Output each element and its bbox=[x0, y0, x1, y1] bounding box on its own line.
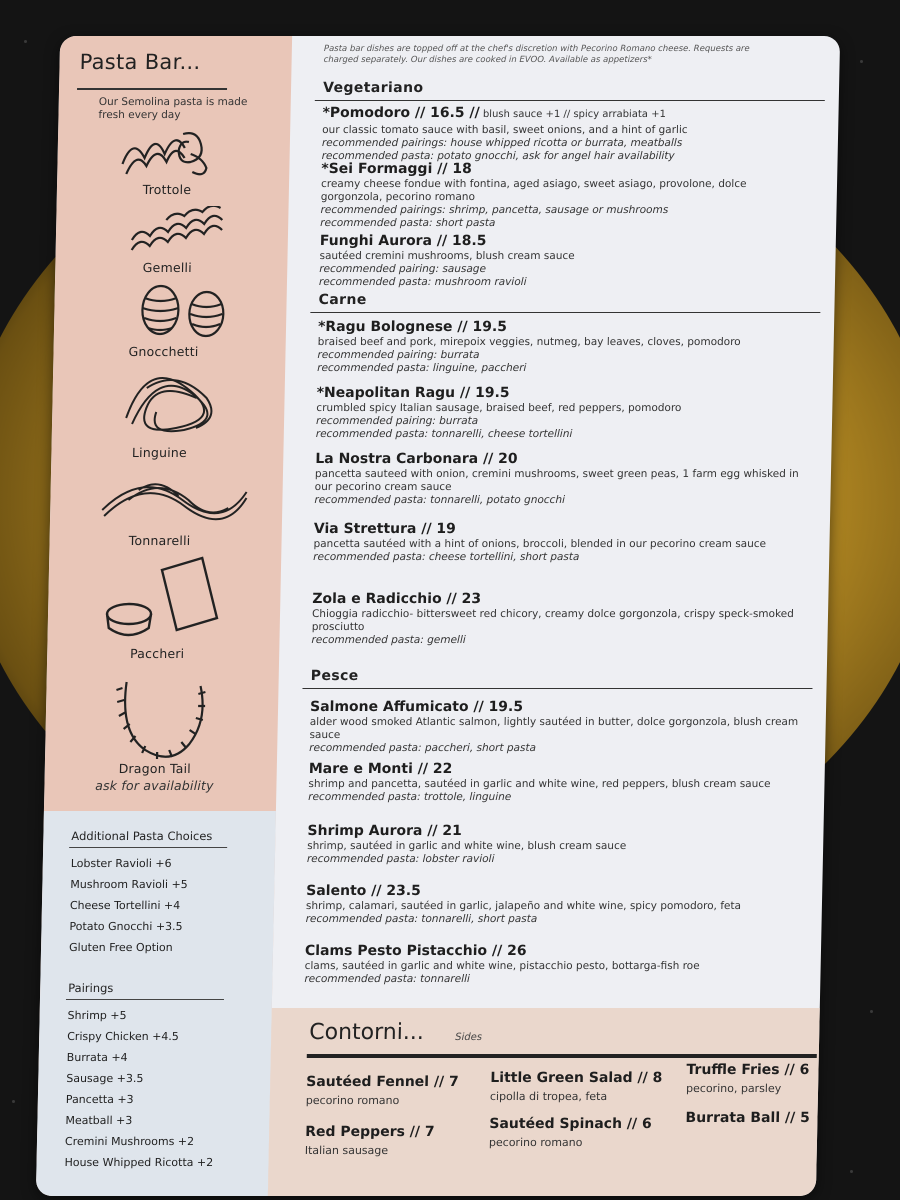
dish-item bbox=[321, 104, 812, 163]
extras-panel bbox=[36, 811, 276, 1196]
dish-recommendation: recommended pairing: burrata recommended pasta: linguine, paccheri bbox=[317, 349, 527, 374]
dish-description: creamy cheese fondue with fontina, aged asiago, sweet asiago, provolone, dolce gorgonzola, pecorino romano bbox=[320, 178, 747, 203]
additional-pasta-item: Mushroom Ravioli +5 bbox=[70, 878, 188, 891]
dish-recommendation: recommended pasta: tonnarelli bbox=[304, 973, 471, 985]
dish-recommendation: recommended pairings: house whipped ricotta or burrata, meatballs recommended pasta: potato gnocchi, ask for angel hair availability bbox=[321, 137, 683, 162]
dish-description: clams, sautéed in garlic and white wine, pistacchio pesto, bottarga-fish roe bbox=[304, 960, 700, 972]
dish-title: Shrimp Aurora // 21 bbox=[307, 823, 463, 839]
dish-recommendation: recommended pairings: shrimp, pancetta, sausage or mushrooms recommended pasta: short pasta bbox=[320, 204, 669, 229]
brand-divider bbox=[77, 88, 227, 90]
pairing-item: Shrimp +5 bbox=[67, 1009, 127, 1022]
dish-item bbox=[320, 160, 811, 230]
dish-description: shrimp, calamari, sautéed in garlic, jalapeño and white wine, spicy pomodoro, feta bbox=[305, 900, 742, 912]
pasta-name: Gemelli bbox=[142, 260, 192, 275]
section-vegetariano: Vegetariano bbox=[322, 80, 424, 96]
gnocchetti-pasta-icon bbox=[132, 284, 233, 340]
dish-description: shrimp and pancetta, sautéed in garlic and white wine, red peppers, blush cream sauce bbox=[308, 778, 771, 790]
dish-item bbox=[319, 232, 810, 289]
additional-pasta-heading: Additional Pasta Choices bbox=[71, 829, 213, 843]
dish-title: Salento // 23.5 bbox=[306, 883, 422, 899]
dish-recommendation: recommended pasta: paccheri, short pasta bbox=[309, 742, 537, 754]
pairing-item: House Whipped Ricotta +2 bbox=[64, 1156, 214, 1169]
side-dish-description: Italian sausage bbox=[304, 1144, 389, 1157]
side-dish-name: Truffle Fries // 6 bbox=[686, 1062, 810, 1078]
dish-title: *Ragu Bolognese // 19.5 bbox=[317, 319, 508, 335]
dragon-tail-pasta-icon bbox=[111, 676, 213, 760]
dish-title: *Neapolitan Ragu // 19.5 bbox=[316, 385, 510, 401]
dish-item bbox=[309, 698, 800, 755]
pasta-name: Dragon Tail bbox=[118, 761, 192, 776]
dish-recommendation: recommended pasta: gemelli bbox=[311, 634, 466, 646]
dish-title: *Sei Formaggi // 18 bbox=[321, 161, 472, 177]
pasta-name: Gnocchetti bbox=[128, 344, 199, 359]
side-dish-name: Red Peppers // 7 bbox=[305, 1124, 435, 1140]
section-divider bbox=[302, 688, 812, 689]
section-divider bbox=[310, 312, 820, 313]
pasta-name: Tonnarelli bbox=[128, 533, 191, 548]
section-pesce: Pesce bbox=[310, 668, 359, 684]
countertop-speck bbox=[860, 60, 863, 63]
dish-title: Via Strettura // 19 bbox=[313, 521, 457, 537]
dish-recommendation: recommended pasta: tonnarelli, potato gnocchi bbox=[314, 494, 566, 506]
side-dish-name: Sautéed Fennel // 7 bbox=[306, 1074, 459, 1090]
dish-description: sautéed cremini mushrooms, blush cream sauce bbox=[319, 250, 575, 262]
brand-title: Pasta Bar... bbox=[79, 50, 201, 74]
side-dish-description: pecorino romano bbox=[488, 1136, 583, 1149]
dish-recommendation: recommended pasta: tonnarelli, short pasta bbox=[305, 913, 538, 925]
contorni-section bbox=[268, 1008, 832, 1196]
side-dish-item bbox=[305, 1124, 435, 1157]
side-dish-item bbox=[489, 1116, 652, 1149]
pasta-name: Trottole bbox=[142, 182, 192, 197]
dish-item bbox=[306, 882, 797, 926]
pairing-item: Meatball +3 bbox=[65, 1114, 133, 1127]
pasta-name: Linguine bbox=[131, 445, 188, 460]
dish-item bbox=[311, 590, 802, 647]
side-dish-description: cipolla di tropea, feta bbox=[489, 1090, 608, 1103]
pairings-heading: Pairings bbox=[68, 981, 114, 995]
trottole-pasta-icon bbox=[112, 124, 223, 180]
dish-description: pancetta sauteed with onion, cremini mushrooms, sweet green peas, 1 farm egg whisked in our pecorino cream sauce bbox=[314, 468, 799, 493]
dish-recommendation: recommended pairing: sausage recommended pasta: mushroom ravioli bbox=[318, 263, 527, 288]
countertop-speck bbox=[870, 1010, 873, 1013]
additional-pasta-list bbox=[69, 853, 189, 958]
side-dish-item bbox=[686, 1062, 809, 1095]
countertop-speck bbox=[850, 1170, 853, 1173]
dish-title: Salmone Affumicato // 19.5 bbox=[309, 699, 524, 715]
pairing-item: Crispy Chicken +4.5 bbox=[67, 1030, 179, 1043]
menu-note: Pasta bar dishes are topped off at the chef's discretion with Pecorino Romano cheese. Requests are charged separately. Our dishes are cooked in EVOO. Available as appetizers* bbox=[323, 44, 750, 65]
gemelli-pasta-icon bbox=[126, 206, 237, 256]
additional-pasta-item: Lobster Ravioli +6 bbox=[70, 857, 172, 870]
dish-description: our classic tomato sauce with basil, sweet onions, and a hint of garlic bbox=[322, 124, 688, 136]
contorni-subtitle: Sides bbox=[455, 1032, 483, 1043]
dish-description: Chioggia radicchio- bittersweet red chicory, creamy dolce gorgonzola, crispy speck-smoked prosciutto bbox=[311, 608, 794, 633]
dish-title: Mare e Monti // 22 bbox=[308, 761, 453, 777]
dish-recommendation: recommended pasta: cheese tortellini, short pasta bbox=[313, 551, 580, 563]
pairing-item: Sausage +3.5 bbox=[66, 1072, 144, 1085]
side-dish-description: pecorino, parsley bbox=[685, 1082, 782, 1095]
side-dish-item bbox=[685, 1110, 810, 1126]
dish-item bbox=[304, 942, 795, 986]
countertop-speck bbox=[24, 40, 27, 43]
linguine-pasta-icon bbox=[116, 368, 238, 440]
dish-item bbox=[313, 520, 804, 564]
dish-title: Clams Pesto Pistacchio // 26 bbox=[304, 943, 527, 959]
dish-title: Funghi Aurora // 18.5 bbox=[319, 233, 487, 249]
paccheri-pasta-icon bbox=[102, 556, 224, 642]
pasta-availability-note: ask for availability bbox=[95, 778, 214, 793]
dish-item bbox=[314, 450, 805, 507]
side-dish-description: pecorino romano bbox=[305, 1094, 400, 1107]
dish-item bbox=[308, 760, 799, 804]
pairing-item: Cremini Mushrooms +2 bbox=[64, 1135, 195, 1148]
pairing-item: Burrata +4 bbox=[66, 1051, 128, 1064]
additional-pasta-item: Potato Gnocchi +3.5 bbox=[69, 920, 183, 933]
section-carne: Carne bbox=[318, 292, 367, 308]
dish-description: alder wood smoked Atlantic salmon, lightly sautéed in butter, dolce gorgonzola, blush cream sauce bbox=[309, 716, 799, 741]
side-dish-name: Sautéed Spinach // 6 bbox=[489, 1116, 652, 1132]
side-dish-item bbox=[306, 1074, 459, 1107]
side-dish-name: Burrata Ball // 5 bbox=[685, 1110, 810, 1126]
dish-description: braised beef and pork, mirepoix veggies, nutmeg, bay leaves, cloves, pomodoro bbox=[317, 336, 741, 348]
side-dish-item bbox=[490, 1070, 663, 1103]
brand-subtitle: Our Semolina pasta is made fresh every day bbox=[98, 96, 248, 121]
dish-description: pancetta sautéed with a hint of onions, broccoli, blended in our pecorino cream sauce bbox=[313, 538, 767, 550]
dish-item bbox=[307, 822, 798, 866]
additional-divider bbox=[69, 847, 227, 848]
section-divider bbox=[315, 100, 825, 101]
dish-recommendation: recommended pairing: burrata recommended pasta: tonnarelli, cheese tortellini bbox=[315, 415, 573, 440]
pasta-name: Paccheri bbox=[129, 646, 185, 661]
dish-description: crumbled spicy Italian sausage, braised beef, red peppers, pomodoro bbox=[316, 402, 682, 414]
dish-item bbox=[316, 384, 807, 441]
additional-pasta-item: Cheese Tortellini +4 bbox=[69, 899, 181, 912]
dish-title: La Nostra Carbonara // 20 bbox=[315, 451, 518, 467]
dish-item bbox=[317, 318, 808, 375]
pairing-item: Pancetta +3 bbox=[65, 1093, 134, 1106]
contorni-title: Contorni... bbox=[309, 1020, 425, 1045]
countertop-speck bbox=[12, 1100, 15, 1103]
pairings-list bbox=[64, 1005, 216, 1173]
side-dish-name: Little Green Salad // 8 bbox=[490, 1070, 663, 1086]
contorni-divider bbox=[307, 1054, 817, 1058]
dish-recommendation: recommended pasta: lobster ravioli bbox=[306, 853, 495, 865]
dish-description: shrimp, sautéed in garlic and white wine, blush cream sauce bbox=[307, 840, 627, 852]
tonnarelli-pasta-icon bbox=[98, 470, 249, 530]
dish-sauce-options: blush sauce +1 // spicy arrabiata +1 bbox=[479, 109, 666, 120]
pairings-divider bbox=[66, 999, 224, 1000]
additional-pasta-item: Gluten Free Option bbox=[68, 941, 173, 954]
dish-title: *Pomodoro // 16.5 // blush sauce +1 // spicy arrabiata +1 bbox=[322, 105, 666, 121]
dish-title: Zola e Radicchio // 23 bbox=[312, 591, 482, 607]
dish-recommendation: recommended pasta: trottole, linguine bbox=[308, 791, 512, 803]
menu-card bbox=[36, 36, 840, 1196]
